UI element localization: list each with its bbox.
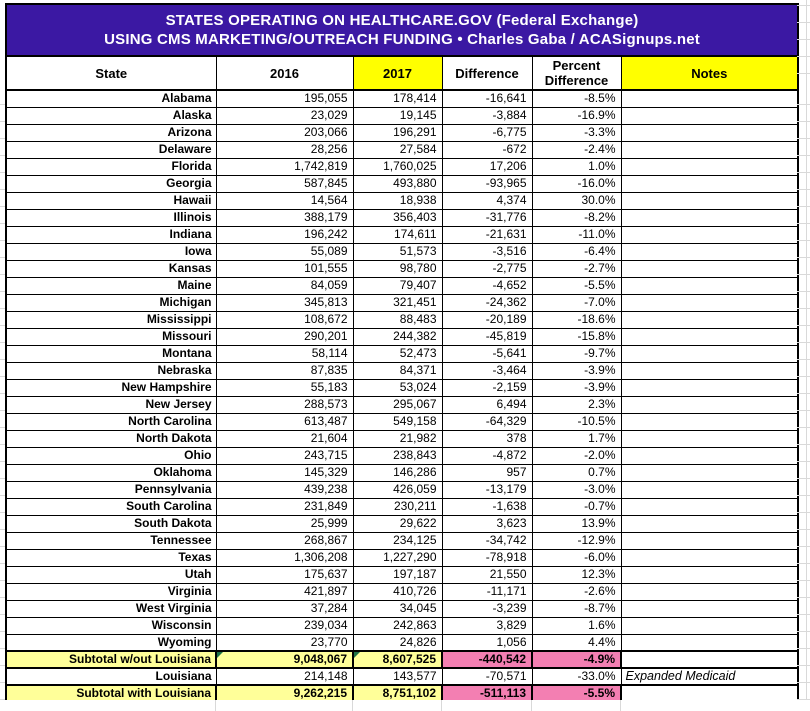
- cell-2016: 28,256: [216, 141, 353, 158]
- cell-2017: 493,880: [353, 175, 442, 192]
- table-row: [6, 600, 798, 617]
- cell-difference: -21,631: [442, 226, 532, 243]
- cell-percent-difference: -7.0%: [532, 294, 621, 311]
- table-title-line2: USING CMS MARKETING/OUTREACH FUNDING • Charles Gaba / ACASignups.net: [104, 31, 700, 48]
- cell-percent-difference: 2.3%: [532, 396, 621, 413]
- cell-state: Arizona: [6, 124, 216, 141]
- cell-percent-difference: -5.5%: [532, 685, 621, 702]
- cell-2017: 1,760,025: [353, 158, 442, 175]
- cell-difference: -3,464: [442, 362, 532, 379]
- cell-2016: 175,637: [216, 566, 353, 583]
- cell-2017: 549,158: [353, 413, 442, 430]
- cell-2017: 244,382: [353, 328, 442, 345]
- cell-notes: [621, 617, 798, 634]
- cell-2017: 196,291: [353, 124, 442, 141]
- cell-state: Georgia: [6, 175, 216, 192]
- cell-state: Pennsylvania: [6, 481, 216, 498]
- cell-percent-difference: -3.9%: [532, 379, 621, 396]
- cell-notes: [621, 192, 798, 209]
- cell-difference: -20,189: [442, 311, 532, 328]
- cell-difference: -3,239: [442, 600, 532, 617]
- cell-2017: 21,982: [353, 430, 442, 447]
- cell-state: Texas: [6, 549, 216, 566]
- cell-2017: 321,451: [353, 294, 442, 311]
- sheet-gridlines-bottom: [0, 700, 810, 711]
- cell-percent-difference: -0.7%: [532, 498, 621, 515]
- cell-percent-difference: 1.7%: [532, 430, 621, 447]
- cell-difference: 21,550: [442, 566, 532, 583]
- cell-2016: 23,029: [216, 107, 353, 124]
- cell-state: New Jersey: [6, 396, 216, 413]
- cell-2017: 18,938: [353, 192, 442, 209]
- cell-2016: 23,770: [216, 634, 353, 651]
- cell-difference: -16,641: [442, 90, 532, 107]
- cell-2017: 197,187: [353, 566, 442, 583]
- cell-2016: 87,835: [216, 362, 353, 379]
- cell-state: Hawaii: [6, 192, 216, 209]
- cell-2016: 101,555: [216, 260, 353, 277]
- cell-state: Utah: [6, 566, 216, 583]
- cell-difference: -6,775: [442, 124, 532, 141]
- cell-percent-difference: -2.6%: [532, 583, 621, 600]
- cell-percent-difference: -5.5%: [532, 277, 621, 294]
- table-row: [6, 532, 798, 549]
- cell-2017: 53,024: [353, 379, 442, 396]
- cell-2017: 174,611: [353, 226, 442, 243]
- cell-percent-difference: -3.0%: [532, 481, 621, 498]
- cell-state: Missouri: [6, 328, 216, 345]
- cell-difference: 378: [442, 430, 532, 447]
- table-row: [6, 498, 798, 515]
- cell-notes: [621, 158, 798, 175]
- cell-notes: [621, 600, 798, 617]
- cell-2017: 410,726: [353, 583, 442, 600]
- cell-2017: 98,780: [353, 260, 442, 277]
- table-row: [6, 141, 798, 158]
- cell-2017: 27,584: [353, 141, 442, 158]
- cell-difference: 6,494: [442, 396, 532, 413]
- table-row: [6, 430, 798, 447]
- cell-state: Illinois: [6, 209, 216, 226]
- cell-difference: -34,742: [442, 532, 532, 549]
- cell-2017: 88,483: [353, 311, 442, 328]
- cell-difference: 4,374: [442, 192, 532, 209]
- cell-percent-difference: -16.9%: [532, 107, 621, 124]
- table-row: [6, 362, 798, 379]
- cell-percent-difference: 30.0%: [532, 192, 621, 209]
- cell-2016: 239,034: [216, 617, 353, 634]
- cell-2016: 37,284: [216, 600, 353, 617]
- funding-table: [5, 3, 799, 703]
- cell-state: South Dakota: [6, 515, 216, 532]
- cell-percent-difference: -6.0%: [532, 549, 621, 566]
- cell-difference: 3,829: [442, 617, 532, 634]
- cell-notes: [621, 481, 798, 498]
- cell-2017: 295,067: [353, 396, 442, 413]
- cell-notes: [621, 498, 798, 515]
- cell-state: Louisiana: [6, 668, 216, 685]
- cell-2016: 84,059: [216, 277, 353, 294]
- cell-2017: 34,045: [353, 600, 442, 617]
- cell-difference: -3,884: [442, 107, 532, 124]
- cell-difference: 957: [442, 464, 532, 481]
- cell-state: Mississippi: [6, 311, 216, 328]
- cell-state: Subtotal with Louisiana: [6, 685, 216, 702]
- table-row: [6, 617, 798, 634]
- table-row: [6, 566, 798, 583]
- cell-2016: 421,897: [216, 583, 353, 600]
- table-row: [6, 396, 798, 413]
- cell-percent-difference: 1.6%: [532, 617, 621, 634]
- cell-2016: 55,183: [216, 379, 353, 396]
- cell-state: Maine: [6, 277, 216, 294]
- cell-state: North Carolina: [6, 413, 216, 430]
- cell-notes: [621, 124, 798, 141]
- cell-2017: 29,622: [353, 515, 442, 532]
- cell-state: Wisconsin: [6, 617, 216, 634]
- cell-notes: [621, 430, 798, 447]
- cell-percent-difference: -15.8%: [532, 328, 621, 345]
- table-row: [6, 668, 798, 685]
- cell-percent-difference: 13.9%: [532, 515, 621, 532]
- cell-2017: 230,211: [353, 498, 442, 515]
- table-body: [6, 90, 798, 702]
- cell-state: Virginia: [6, 583, 216, 600]
- column-header-state: State: [6, 56, 216, 90]
- table-row: [6, 481, 798, 498]
- cell-2017: 356,403: [353, 209, 442, 226]
- cell-notes: [621, 345, 798, 362]
- cell-2017: 426,059: [353, 481, 442, 498]
- cell-notes: [621, 532, 798, 549]
- cell-2017: 1,227,290: [353, 549, 442, 566]
- cell-percent-difference: -33.0%: [532, 668, 621, 685]
- cell-2016: 288,573: [216, 396, 353, 413]
- table-row: [6, 158, 798, 175]
- table-row: [6, 260, 798, 277]
- cell-2016: 388,179: [216, 209, 353, 226]
- table-row: [6, 651, 798, 668]
- cell-percent-difference: -2.7%: [532, 260, 621, 277]
- cell-notes: [621, 243, 798, 260]
- cell-state: Ohio: [6, 447, 216, 464]
- cell-2016: 195,055: [216, 90, 353, 107]
- cell-difference: -5,641: [442, 345, 532, 362]
- cell-2016: 214,148: [216, 668, 353, 685]
- cell-notes: [621, 107, 798, 124]
- cell-notes: [621, 583, 798, 600]
- cell-difference: 3,623: [442, 515, 532, 532]
- cell-percent-difference: -9.7%: [532, 345, 621, 362]
- table-row: [6, 311, 798, 328]
- cell-difference: -13,179: [442, 481, 532, 498]
- cell-state: Wyoming: [6, 634, 216, 651]
- cell-difference: -672: [442, 141, 532, 158]
- cell-notes: [621, 515, 798, 532]
- column-header-2017: 2017: [353, 56, 442, 90]
- cell-2016: 9,262,215: [216, 685, 353, 702]
- table-row: [6, 464, 798, 481]
- cell-percent-difference: -8.2%: [532, 209, 621, 226]
- column-header-2016: 2016: [216, 56, 353, 90]
- cell-difference: -2,775: [442, 260, 532, 277]
- cell-difference: -24,362: [442, 294, 532, 311]
- cell-percent-difference: 1.0%: [532, 158, 621, 175]
- cell-2016: 25,999: [216, 515, 353, 532]
- cell-2016: 1,742,819: [216, 158, 353, 175]
- table-row: [6, 549, 798, 566]
- cell-2016: 613,487: [216, 413, 353, 430]
- cell-2017: 19,145: [353, 107, 442, 124]
- sheet-gridlines-right: [797, 0, 810, 711]
- cell-percent-difference: -16.0%: [532, 175, 621, 192]
- cell-2017: 143,577: [353, 668, 442, 685]
- table-row: [6, 124, 798, 141]
- cell-2016: 108,672: [216, 311, 353, 328]
- table-row: [6, 175, 798, 192]
- cell-state: Nebraska: [6, 362, 216, 379]
- cell-state: Kansas: [6, 260, 216, 277]
- cell-2017: 146,286: [353, 464, 442, 481]
- table-row: [6, 192, 798, 209]
- cell-difference: -11,171: [442, 583, 532, 600]
- cell-2016: 1,306,208: [216, 549, 353, 566]
- table-title-line1: STATES OPERATING ON HEALTHCARE.GOV (Federal Exchange): [165, 12, 639, 29]
- column-header-notes: Notes: [621, 56, 798, 90]
- cell-notes: [621, 379, 798, 396]
- cell-notes: [621, 447, 798, 464]
- cell-notes: [621, 362, 798, 379]
- column-header-percent-difference: Percent Difference: [532, 56, 621, 90]
- cell-state: Montana: [6, 345, 216, 362]
- cell-difference: -70,571: [442, 668, 532, 685]
- cell-percent-difference: 0.7%: [532, 464, 621, 481]
- cell-2017: 51,573: [353, 243, 442, 260]
- cell-percent-difference: -12.9%: [532, 532, 621, 549]
- cell-2017: 84,371: [353, 362, 442, 379]
- cell-difference: 1,056: [442, 634, 532, 651]
- cell-state: Iowa: [6, 243, 216, 260]
- cell-2016: 58,114: [216, 345, 353, 362]
- cell-notes: [621, 141, 798, 158]
- cell-2017: 238,843: [353, 447, 442, 464]
- cell-percent-difference: -6.4%: [532, 243, 621, 260]
- cell-2016: 290,201: [216, 328, 353, 345]
- cell-difference: -4,652: [442, 277, 532, 294]
- column-header-row: [6, 56, 798, 90]
- cell-difference: -1,638: [442, 498, 532, 515]
- cell-state: West Virginia: [6, 600, 216, 617]
- cell-2017: 24,826: [353, 634, 442, 651]
- table-row: [6, 345, 798, 362]
- cell-percent-difference: -2.4%: [532, 141, 621, 158]
- cell-difference: -78,918: [442, 549, 532, 566]
- table-row: [6, 209, 798, 226]
- cell-state: Tennessee: [6, 532, 216, 549]
- table-row: [6, 328, 798, 345]
- cell-state: Oklahoma: [6, 464, 216, 481]
- cell-2016: 203,066: [216, 124, 353, 141]
- table-row: [6, 243, 798, 260]
- table-row: [6, 294, 798, 311]
- cell-percent-difference: 4.4%: [532, 634, 621, 651]
- cell-notes: [621, 311, 798, 328]
- cell-state: Florida: [6, 158, 216, 175]
- table-row: [6, 226, 798, 243]
- cell-2017: 79,407: [353, 277, 442, 294]
- cell-2016: 55,089: [216, 243, 353, 260]
- cell-percent-difference: -4.9%: [532, 651, 621, 668]
- cell-percent-difference: -2.0%: [532, 447, 621, 464]
- cell-2016: 345,813: [216, 294, 353, 311]
- cell-difference: -511,113: [442, 685, 532, 702]
- cell-notes: [621, 277, 798, 294]
- cell-notes: [621, 328, 798, 345]
- cell-percent-difference: -3.3%: [532, 124, 621, 141]
- cell-percent-difference: -3.9%: [532, 362, 621, 379]
- table-row: [6, 277, 798, 294]
- cell-state: North Dakota: [6, 430, 216, 447]
- cell-percent-difference: -18.6%: [532, 311, 621, 328]
- cell-2017: 178,414: [353, 90, 442, 107]
- cell-notes: [621, 175, 798, 192]
- cell-state: Alaska: [6, 107, 216, 124]
- cell-notes: Expanded Medicaid: [621, 668, 798, 685]
- cell-state: New Hampshire: [6, 379, 216, 396]
- cell-difference: -31,776: [442, 209, 532, 226]
- cell-2017: 242,863: [353, 617, 442, 634]
- cell-notes: [621, 90, 798, 107]
- table-row: [6, 583, 798, 600]
- table-row: [6, 90, 798, 107]
- cell-2016: 231,849: [216, 498, 353, 515]
- column-header-difference: Difference: [442, 56, 532, 90]
- cell-difference: -93,965: [442, 175, 532, 192]
- cell-2016: 145,329: [216, 464, 353, 481]
- cell-difference: -64,329: [442, 413, 532, 430]
- cell-difference: -45,819: [442, 328, 532, 345]
- table-row: [6, 515, 798, 532]
- sheet-gridlines-left: [0, 88, 5, 700]
- table-title: [6, 4, 798, 56]
- cell-state: South Carolina: [6, 498, 216, 515]
- cell-notes: [621, 209, 798, 226]
- cell-2016: 268,867: [216, 532, 353, 549]
- cell-notes: [621, 634, 798, 651]
- cell-state: Subtotal w/out Louisiana: [6, 651, 216, 668]
- cell-2017: 8,607,525: [353, 651, 442, 668]
- cell-state: Delaware: [6, 141, 216, 158]
- cell-notes: [621, 260, 798, 277]
- table-row: [6, 447, 798, 464]
- cell-2016: 587,845: [216, 175, 353, 192]
- cell-2016: 243,715: [216, 447, 353, 464]
- cell-notes: [621, 464, 798, 481]
- cell-notes: [621, 294, 798, 311]
- cell-2016: 14,564: [216, 192, 353, 209]
- cell-percent-difference: -8.7%: [532, 600, 621, 617]
- cell-state: Michigan: [6, 294, 216, 311]
- title-row: [6, 4, 798, 56]
- cell-difference: 17,206: [442, 158, 532, 175]
- cell-percent-difference: -11.0%: [532, 226, 621, 243]
- table-row: [6, 634, 798, 651]
- cell-difference: -2,159: [442, 379, 532, 396]
- cell-notes: [621, 396, 798, 413]
- cell-percent-difference: 12.3%: [532, 566, 621, 583]
- cell-difference: -3,516: [442, 243, 532, 260]
- cell-difference: -4,872: [442, 447, 532, 464]
- cell-2016: 439,238: [216, 481, 353, 498]
- cell-percent-difference: -10.5%: [532, 413, 621, 430]
- cell-2017: 234,125: [353, 532, 442, 549]
- cell-state: Alabama: [6, 90, 216, 107]
- cell-state: Indiana: [6, 226, 216, 243]
- cell-2016: 9,048,067: [216, 651, 353, 668]
- cell-notes: [621, 226, 798, 243]
- cell-notes: [621, 651, 798, 668]
- cell-2017: 52,473: [353, 345, 442, 362]
- cell-notes: [621, 549, 798, 566]
- cell-2016: 196,242: [216, 226, 353, 243]
- cell-percent-difference: -8.5%: [532, 90, 621, 107]
- cell-notes: [621, 413, 798, 430]
- table-row: [6, 413, 798, 430]
- table-row: [6, 107, 798, 124]
- table-row: [6, 379, 798, 396]
- cell-notes: [621, 566, 798, 583]
- cell-2017: 8,751,102: [353, 685, 442, 702]
- cell-2016: 21,604: [216, 430, 353, 447]
- cell-difference: -440,542: [442, 651, 532, 668]
